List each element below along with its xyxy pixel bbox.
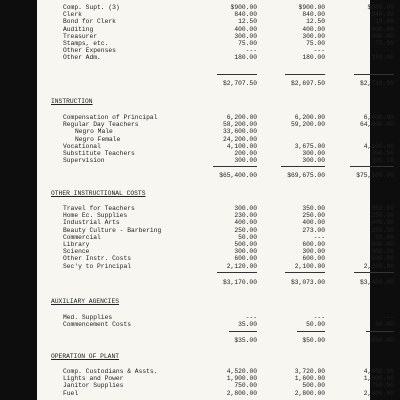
row-value: --- — [313, 314, 325, 321]
row-value: 2,120.00 — [226, 262, 257, 270]
row-value: 250.00 — [371, 212, 394, 220]
row-value: 250.00 — [302, 212, 325, 220]
row-value: 58,200.00 — [222, 121, 257, 129]
row-label: Treasurer — [63, 32, 98, 40]
table-row — [37, 157, 394, 165]
row-value: 750.00 — [371, 382, 394, 390]
row-value: 180.00 — [234, 54, 257, 62]
row-label: Auditing — [63, 25, 94, 33]
document-page — [37, 0, 394, 400]
table-row — [37, 25, 394, 33]
table-row — [37, 11, 394, 19]
row-label: Home Ec. Supplies — [63, 212, 128, 220]
row-value: 300.00 — [302, 150, 325, 157]
row-value: 840.00 — [234, 11, 257, 19]
row-value: 600.00 — [302, 255, 325, 263]
table-row — [37, 128, 370, 135]
row-value: $900.00 — [230, 4, 257, 11]
row-value: 400.00 — [371, 25, 394, 33]
row-value: 180.00 — [302, 54, 325, 62]
row-label: Sec'y to Principal — [63, 262, 132, 270]
total-rule — [281, 166, 325, 167]
table-row — [37, 233, 394, 241]
row-label: Other Expenses — [63, 47, 116, 55]
total-value: $2,697.50 — [290, 80, 325, 87]
table-row — [37, 248, 394, 256]
row-value: 600.00 — [371, 255, 394, 263]
totals-row — [37, 172, 394, 179]
table-row — [37, 114, 394, 121]
total-rule — [213, 166, 257, 167]
row-value: 6,400.00 — [363, 114, 394, 121]
row-label: Industrial Arts — [63, 219, 120, 227]
row-value: 250.00 — [234, 226, 257, 234]
row-value: 500.00 — [302, 382, 325, 390]
row-value: 4,520.00 — [226, 368, 257, 375]
row-value: 500.00 — [234, 241, 257, 248]
table-row — [37, 142, 394, 150]
row-label: Clerk — [63, 11, 82, 19]
table-row — [37, 212, 394, 220]
total-value: $50.00 — [371, 337, 394, 344]
row-value: 400.00 — [371, 219, 394, 227]
total-rule — [297, 331, 325, 332]
row-value: 3,720.00 — [294, 368, 325, 375]
table-row — [37, 136, 370, 143]
row-value: 600.00 — [234, 255, 257, 263]
row-value: 250.00 — [371, 226, 394, 234]
row-value: 50.00 — [375, 233, 394, 241]
total-value: $3,400.00 — [359, 279, 394, 286]
row-label: Stamps, etc. — [63, 40, 109, 47]
row-label: Other Instr. Costs — [63, 255, 132, 263]
table-row — [37, 368, 394, 375]
row-value: 75.00 — [375, 40, 394, 47]
total-value: $69,675.00 — [287, 172, 325, 179]
row-label: Regular Day Teachers — [63, 121, 139, 129]
row-value: 50.00 — [238, 233, 257, 241]
total-rule — [366, 331, 394, 332]
row-value: 64,000.00 — [359, 121, 394, 129]
row-label: Med. Supplies — [63, 314, 113, 321]
table-row — [37, 382, 394, 390]
row-value: 15.00 — [375, 18, 394, 26]
table-row — [37, 54, 394, 62]
table-row — [37, 241, 394, 248]
row-label: Compensation of Principal — [63, 114, 158, 121]
row-value: 600.00 — [302, 241, 325, 248]
row-label: Commercial — [63, 233, 101, 241]
row-value: 24,200.00 — [222, 135, 257, 143]
row-label: Supervision — [63, 157, 105, 165]
row-value: 300.00 — [371, 248, 394, 256]
table-row — [37, 255, 394, 263]
total-value: $35.00 — [234, 337, 257, 344]
row-value: 75.00 — [238, 40, 257, 47]
row-value: 350.00 — [371, 205, 394, 212]
row-value: --- — [245, 314, 257, 321]
row-value: 1,600.00 — [294, 375, 325, 383]
table-row — [37, 226, 394, 234]
row-value: --- — [382, 314, 394, 321]
table-row — [37, 40, 394, 47]
total-rule — [354, 74, 394, 75]
total-rule — [285, 272, 325, 273]
row-label: Negro Female — [75, 135, 121, 143]
row-value: 400.00 — [302, 25, 325, 33]
section-heading: AUXILIARY AGENCIES — [51, 298, 120, 305]
row-value: 3,675.00 — [294, 142, 325, 150]
row-label: Comp. Custodians & Assts. — [63, 368, 158, 375]
row-value: 400.00 — [234, 25, 257, 33]
table-row — [37, 18, 394, 26]
row-value: 230.00 — [234, 212, 257, 220]
row-value: 1,800.00 — [363, 375, 394, 383]
row-value: 300.00 — [371, 157, 394, 165]
total-rule — [354, 272, 394, 273]
table-row — [37, 321, 394, 329]
row-value: 75.00 — [306, 40, 325, 47]
table-row — [37, 314, 394, 321]
row-value: 840.00 — [371, 11, 394, 19]
row-label: Science — [63, 248, 90, 256]
row-value: 50.00 — [375, 321, 394, 329]
row-value: 50.00 — [306, 321, 325, 329]
row-label: Substitute Teachers — [63, 150, 135, 157]
row-value: 6,200.00 — [226, 114, 257, 121]
row-label: Beauty Culture - Barbering — [63, 226, 162, 234]
row-value: 2,800.00 — [363, 389, 394, 397]
row-label: Janitor Supplies — [63, 382, 124, 390]
total-value: $3,170.00 — [222, 279, 257, 286]
row-value: 59,200.00 — [290, 121, 325, 129]
row-value: --- — [313, 47, 325, 55]
totals-row — [37, 80, 394, 87]
row-value: 300.00 — [234, 157, 257, 165]
row-value: 750.00 — [234, 382, 257, 390]
row-value: 400.00 — [302, 219, 325, 227]
table-row — [37, 205, 394, 212]
table-row — [37, 389, 394, 397]
row-value: 4,000.00 — [363, 368, 394, 375]
row-label: Commencement Costs — [63, 321, 132, 329]
total-value: $3,073.00 — [290, 279, 325, 286]
section-heading: INSTRUCTION — [51, 98, 93, 105]
row-value: 300.00 — [234, 205, 257, 212]
total-value: $2,710.00 — [359, 80, 394, 87]
row-label: Vocational — [63, 142, 101, 150]
row-value: 300.00 — [302, 32, 325, 40]
total-value: $2,707.50 — [222, 80, 257, 87]
section-heading: OTHER INSTRUCTIONAL COSTS — [51, 190, 146, 197]
total-rule — [285, 74, 325, 75]
table-row — [37, 219, 394, 227]
row-label: Bond for Clerk — [63, 18, 116, 26]
row-value: 300.00 — [302, 157, 325, 165]
row-value: 300.00 — [371, 150, 394, 157]
row-value: 300.00 — [371, 32, 394, 40]
row-value: 600.00 — [371, 241, 394, 248]
total-rule — [217, 74, 257, 75]
row-value: 1,900.00 — [226, 375, 257, 383]
row-label: Fuel — [63, 389, 79, 397]
row-value: 840.00 — [302, 11, 325, 19]
row-value: 33,600.00 — [222, 128, 257, 136]
total-value: $75,100.00 — [356, 172, 394, 179]
row-value: 2,800.00 — [226, 389, 257, 397]
row-value: --- — [382, 47, 394, 55]
row-value: 2,100.00 — [294, 262, 325, 270]
section-heading: OPERATION OF PLANT — [51, 353, 120, 360]
row-value: 35.00 — [238, 321, 257, 329]
totals-row — [37, 337, 394, 344]
row-value: --- — [245, 47, 257, 55]
table-row — [37, 32, 394, 40]
row-label: Negro Male — [75, 128, 113, 136]
totals-row — [37, 279, 394, 286]
total-rule — [350, 166, 394, 167]
row-value: 12.50 — [306, 18, 325, 26]
table-row — [37, 262, 394, 270]
row-value: $900.00 — [367, 4, 394, 11]
total-rule — [229, 331, 257, 332]
row-value: 180.00 — [371, 54, 394, 62]
row-label: Library — [63, 241, 90, 248]
row-label: Other Adm. — [63, 54, 101, 62]
row-value: 273.00 — [302, 226, 325, 234]
table-row — [37, 4, 394, 11]
row-label: Travel for Teachers — [63, 205, 135, 212]
row-value: 12.50 — [238, 18, 257, 26]
row-value: 4,100.00 — [226, 142, 257, 150]
total-rule — [217, 272, 257, 273]
row-value: 200.00 — [234, 150, 257, 157]
row-value: 2,200.00 — [363, 262, 394, 270]
table-row — [37, 47, 394, 55]
row-value: 2,800.00 — [294, 389, 325, 397]
row-value: 300.00 — [234, 248, 257, 256]
row-value: --- — [313, 233, 325, 241]
table-row — [37, 375, 394, 383]
row-value: 4,100.00 — [363, 142, 394, 150]
row-value: $900.00 — [298, 4, 325, 11]
row-value: 350.00 — [302, 205, 325, 212]
table-row — [37, 150, 394, 157]
row-value: 300.00 — [302, 248, 325, 256]
row-label: Lights and Power — [63, 375, 124, 383]
row-value: 300.00 — [234, 32, 257, 40]
table-row — [37, 121, 394, 129]
total-value: $65,400.00 — [219, 172, 257, 179]
row-value: 6,200.00 — [294, 114, 325, 121]
row-label: Comp. Supt. (3) — [63, 4, 120, 11]
total-value: $50.00 — [302, 337, 325, 344]
row-value: 400.00 — [234, 219, 257, 227]
